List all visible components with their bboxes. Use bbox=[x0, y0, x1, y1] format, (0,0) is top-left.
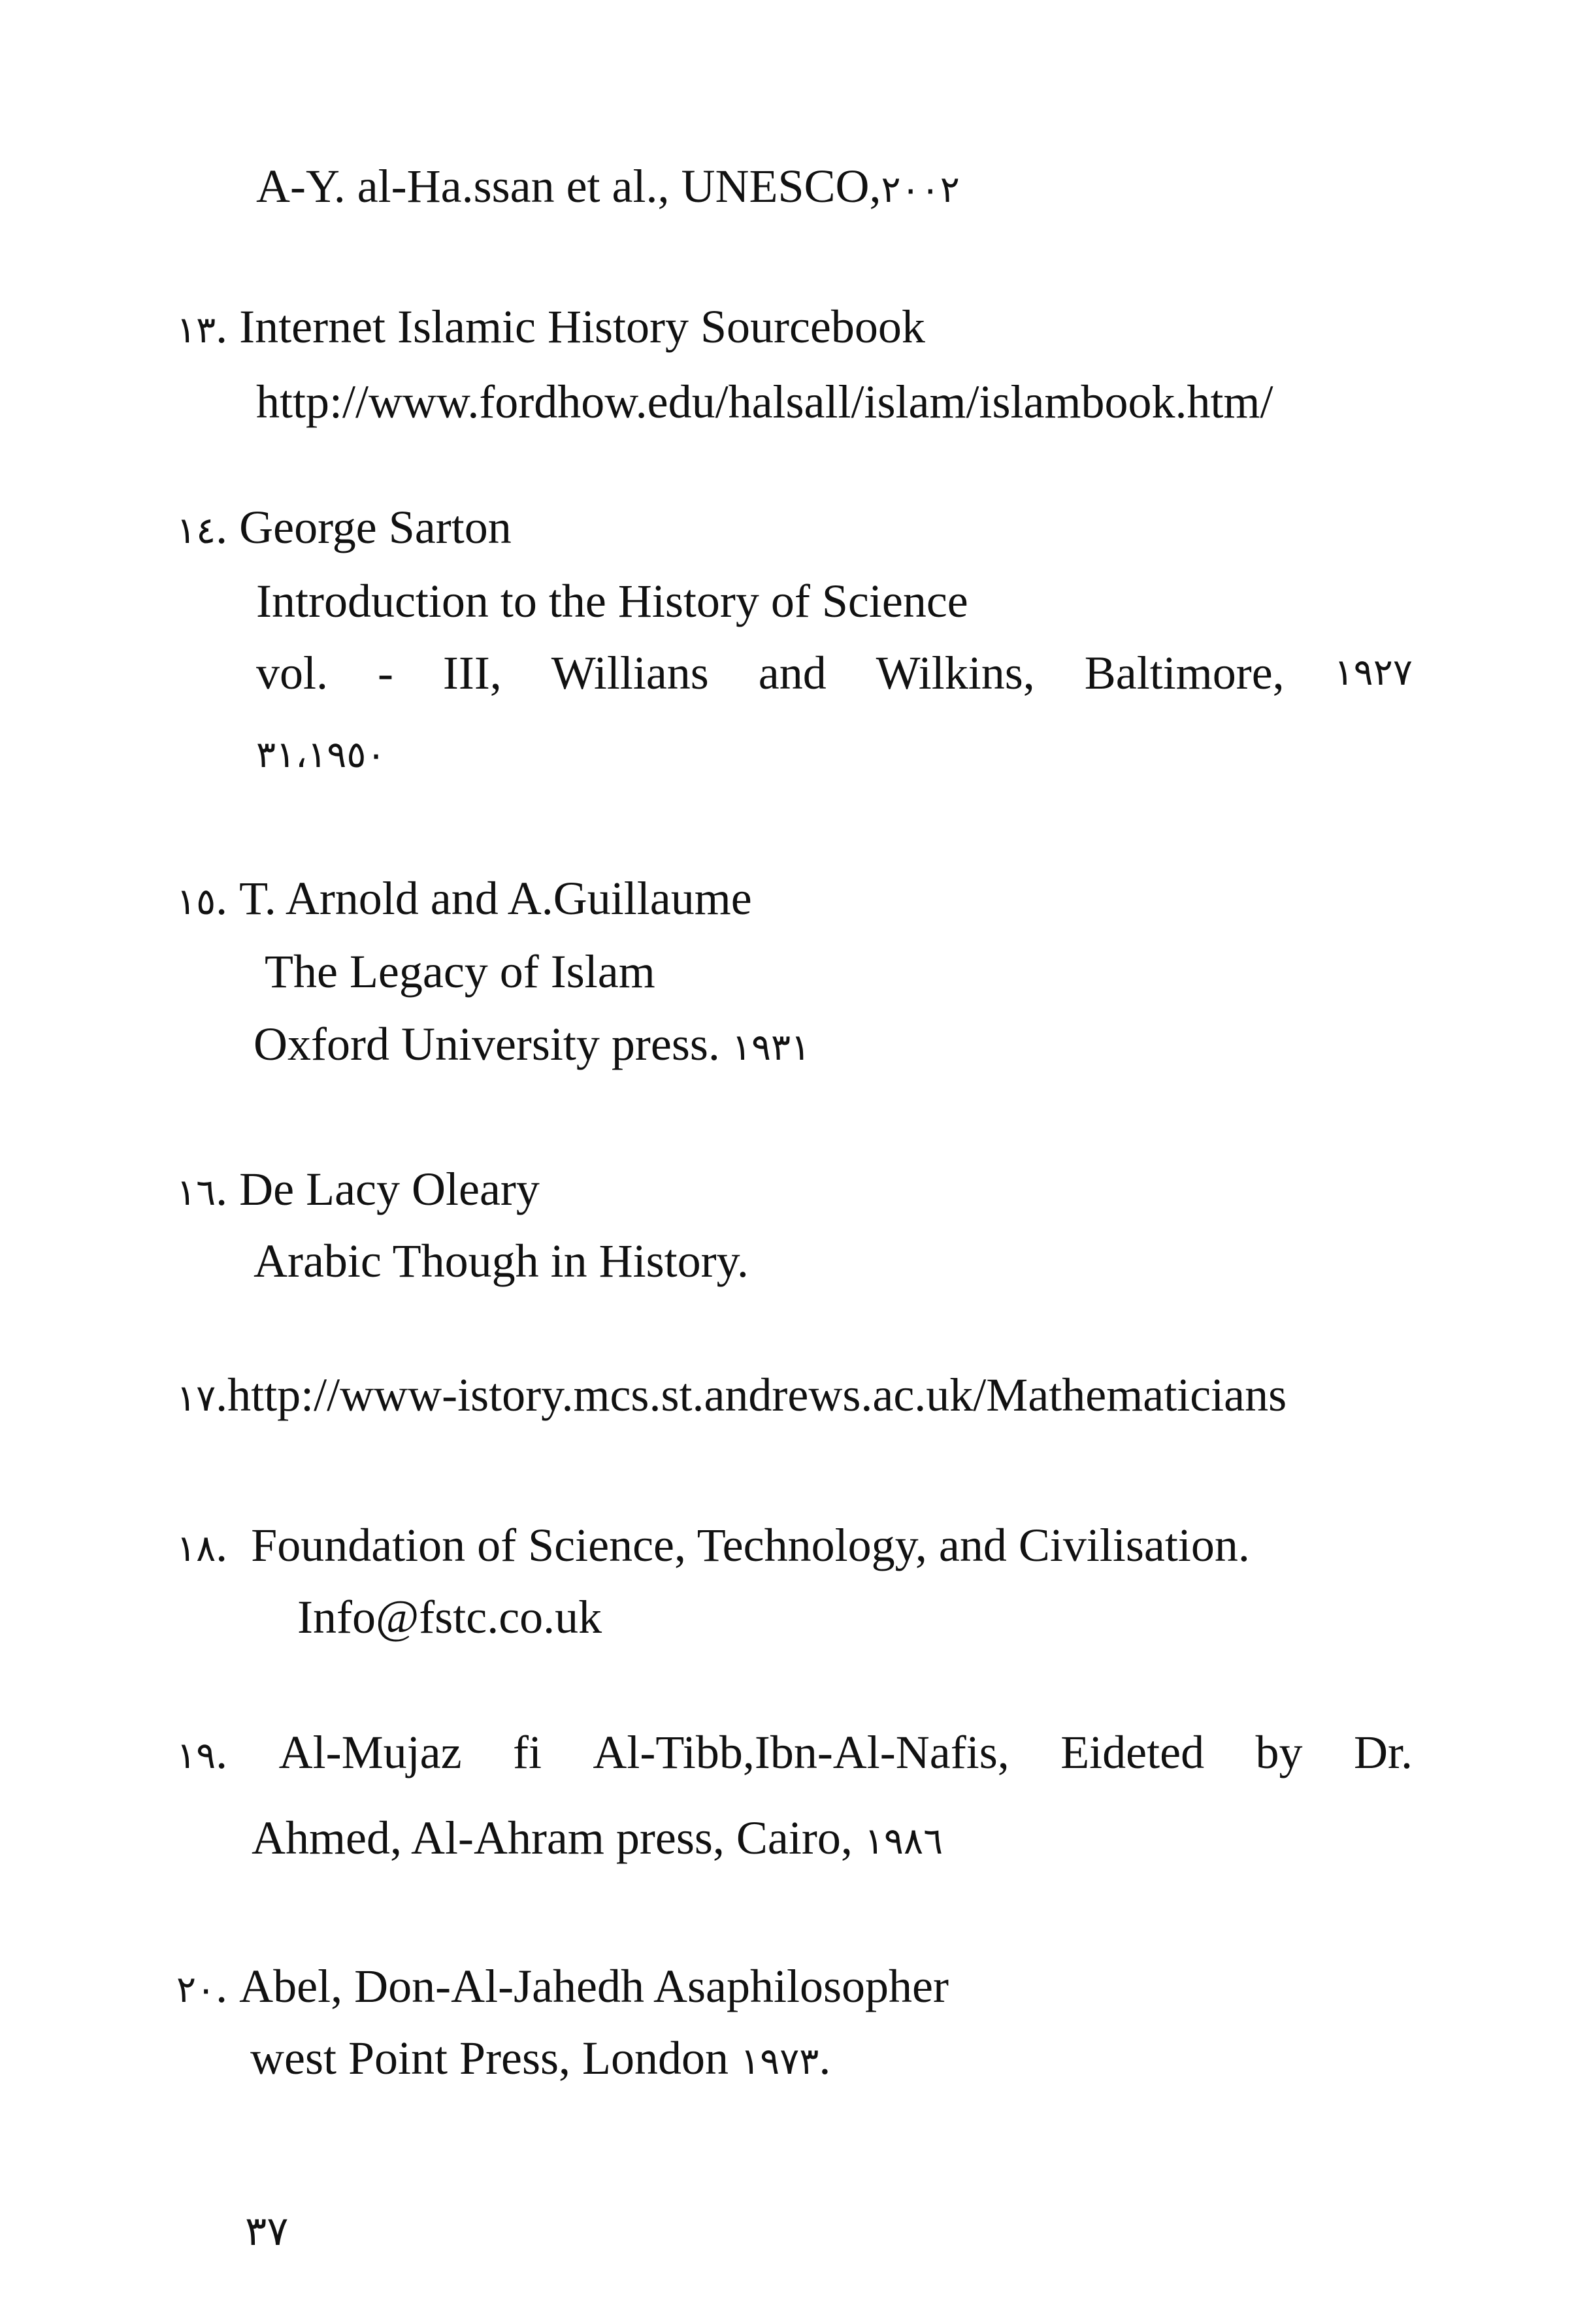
ref-17-number: ١٧ bbox=[176, 1377, 216, 1420]
ref-14-year: ١٩٢٧ bbox=[1334, 651, 1413, 694]
ref-18-email: Info@fstc.co.uk bbox=[297, 1591, 602, 1643]
ref-16-number: ١٦ bbox=[176, 1171, 216, 1214]
ref-15-authors: T. Arnold and A.Guillaume bbox=[239, 872, 752, 925]
ref-16-title: Arabic Though in History. bbox=[254, 1235, 749, 1287]
ref-19-word: by bbox=[1255, 1726, 1303, 1778]
ref-15-line-3 bbox=[254, 1015, 810, 1077]
ref-19-line-2 bbox=[252, 1808, 943, 1871]
ref-12-continuation bbox=[256, 157, 960, 220]
ref-19-word: Dr. bbox=[1354, 1726, 1413, 1778]
ref-14-line-2 bbox=[256, 572, 968, 630]
ref-18-title: Foundation of Science, Technology, and Civilisation. bbox=[251, 1519, 1250, 1571]
ref-14-word: and bbox=[758, 647, 827, 699]
ref-12-text: A-Y. al-Ha.ssan et al., UNESCO, bbox=[256, 160, 881, 212]
ref-20-line-2: west Point Press, London ١٩٧٣. bbox=[250, 2032, 831, 2084]
ref-14-line-1: ١٤. George Sarton bbox=[176, 501, 512, 553]
ref-15-year: ١٩٣١ bbox=[731, 1026, 811, 1069]
ref-15-title: The Legacy of Islam bbox=[265, 945, 655, 998]
ref-16-author: De Lacy Oleary bbox=[239, 1163, 540, 1215]
ref-14-word: vol. bbox=[256, 647, 329, 699]
ref-19-number: ١٩ bbox=[176, 1735, 216, 1777]
ref-12-year: ٢٠٠٢ bbox=[881, 169, 960, 211]
ref-17-url: http://www-istory.mcs.st.andrews.ac.uk/Mathematicians bbox=[227, 1369, 1287, 1421]
ref-18-number: ١٨ bbox=[176, 1528, 216, 1570]
ref-20-line-1: ٢٠. Abel, Don-Al-Jahedh Asaphilosopher bbox=[176, 1960, 949, 2012]
ref-20-author: Abel, Don-Al-Jahedh Asaphilosopher bbox=[239, 1960, 949, 2012]
ref-14-pages: ٣١،١٩٥٠ bbox=[256, 734, 386, 776]
ref-19-word: Eideted bbox=[1060, 1726, 1205, 1778]
ref-19-word: fi bbox=[512, 1726, 542, 1778]
ref-17-line-1: ١٧.http://www-istory.mcs.st.andrews.ac.uk/Mathematicians bbox=[176, 1369, 1287, 1421]
ref-20-number: ٢٠ bbox=[176, 1969, 216, 2011]
ref-14-word: Wilkins, bbox=[876, 647, 1035, 699]
ref-14-line-3 bbox=[256, 644, 1413, 702]
ref-16-line-1: ١٦. De Lacy Oleary bbox=[176, 1163, 540, 1215]
ref-16-line-2 bbox=[254, 1232, 749, 1290]
ref-13-url: http://www.fordhow.edu/halsall/islam/islambook.htm/ bbox=[256, 376, 1273, 428]
ref-19-publisher: Ahmed, Al-Ahram press, Cairo, bbox=[252, 1812, 853, 1864]
ref-13-title: Internet Islamic History Sourcebook bbox=[239, 301, 925, 353]
ref-15-line-2 bbox=[265, 942, 655, 1001]
ref-15-number: ١٥ bbox=[176, 881, 216, 923]
ref-13-number: ١٣ bbox=[176, 309, 216, 352]
ref-18-line-2 bbox=[297, 1588, 602, 1646]
ref-20-year: ١٩٧٣ bbox=[740, 2040, 819, 2083]
ref-15-publisher: Oxford University press. bbox=[254, 1018, 720, 1070]
page-number: ٣٧ bbox=[245, 2207, 289, 2255]
ref-19-line-1: ١٩. Al-Mujaz fi Al-Tibb,Ibn-Al-Nafis, Eideted by Dr. bbox=[176, 1723, 1413, 1786]
ref-19-word: Al-Tibb,Ibn-Al-Nafis, bbox=[593, 1726, 1009, 1778]
ref-13-line-1: ١٣. Internet Islamic History Sourcebook bbox=[176, 301, 925, 353]
ref-14-word: Willians bbox=[551, 647, 709, 699]
ref-14-word: III, bbox=[442, 647, 502, 699]
ref-14-line-4 bbox=[256, 722, 386, 785]
ref-14-number: ١٤ bbox=[176, 510, 216, 552]
ref-14-title: Introduction to the History of Science bbox=[256, 575, 968, 627]
ref-13-line-2 bbox=[256, 372, 1273, 431]
ref-14-word: Baltimore, bbox=[1084, 647, 1285, 699]
ref-20-publisher: west Point Press, London bbox=[250, 2032, 729, 2084]
ref-14-word: - bbox=[377, 647, 393, 699]
ref-18-line-1: ١٨. Foundation of Science, Technology, and Civilisation. bbox=[176, 1519, 1250, 1571]
ref-19-year: ١٩٨٦ bbox=[864, 1820, 943, 1863]
ref-19-word: Al-Mujaz bbox=[278, 1726, 462, 1778]
ref-15-line-1: ١٥. T. Arnold and A.Guillaume bbox=[176, 872, 752, 925]
ref-14-author: George Sarton bbox=[239, 501, 512, 553]
